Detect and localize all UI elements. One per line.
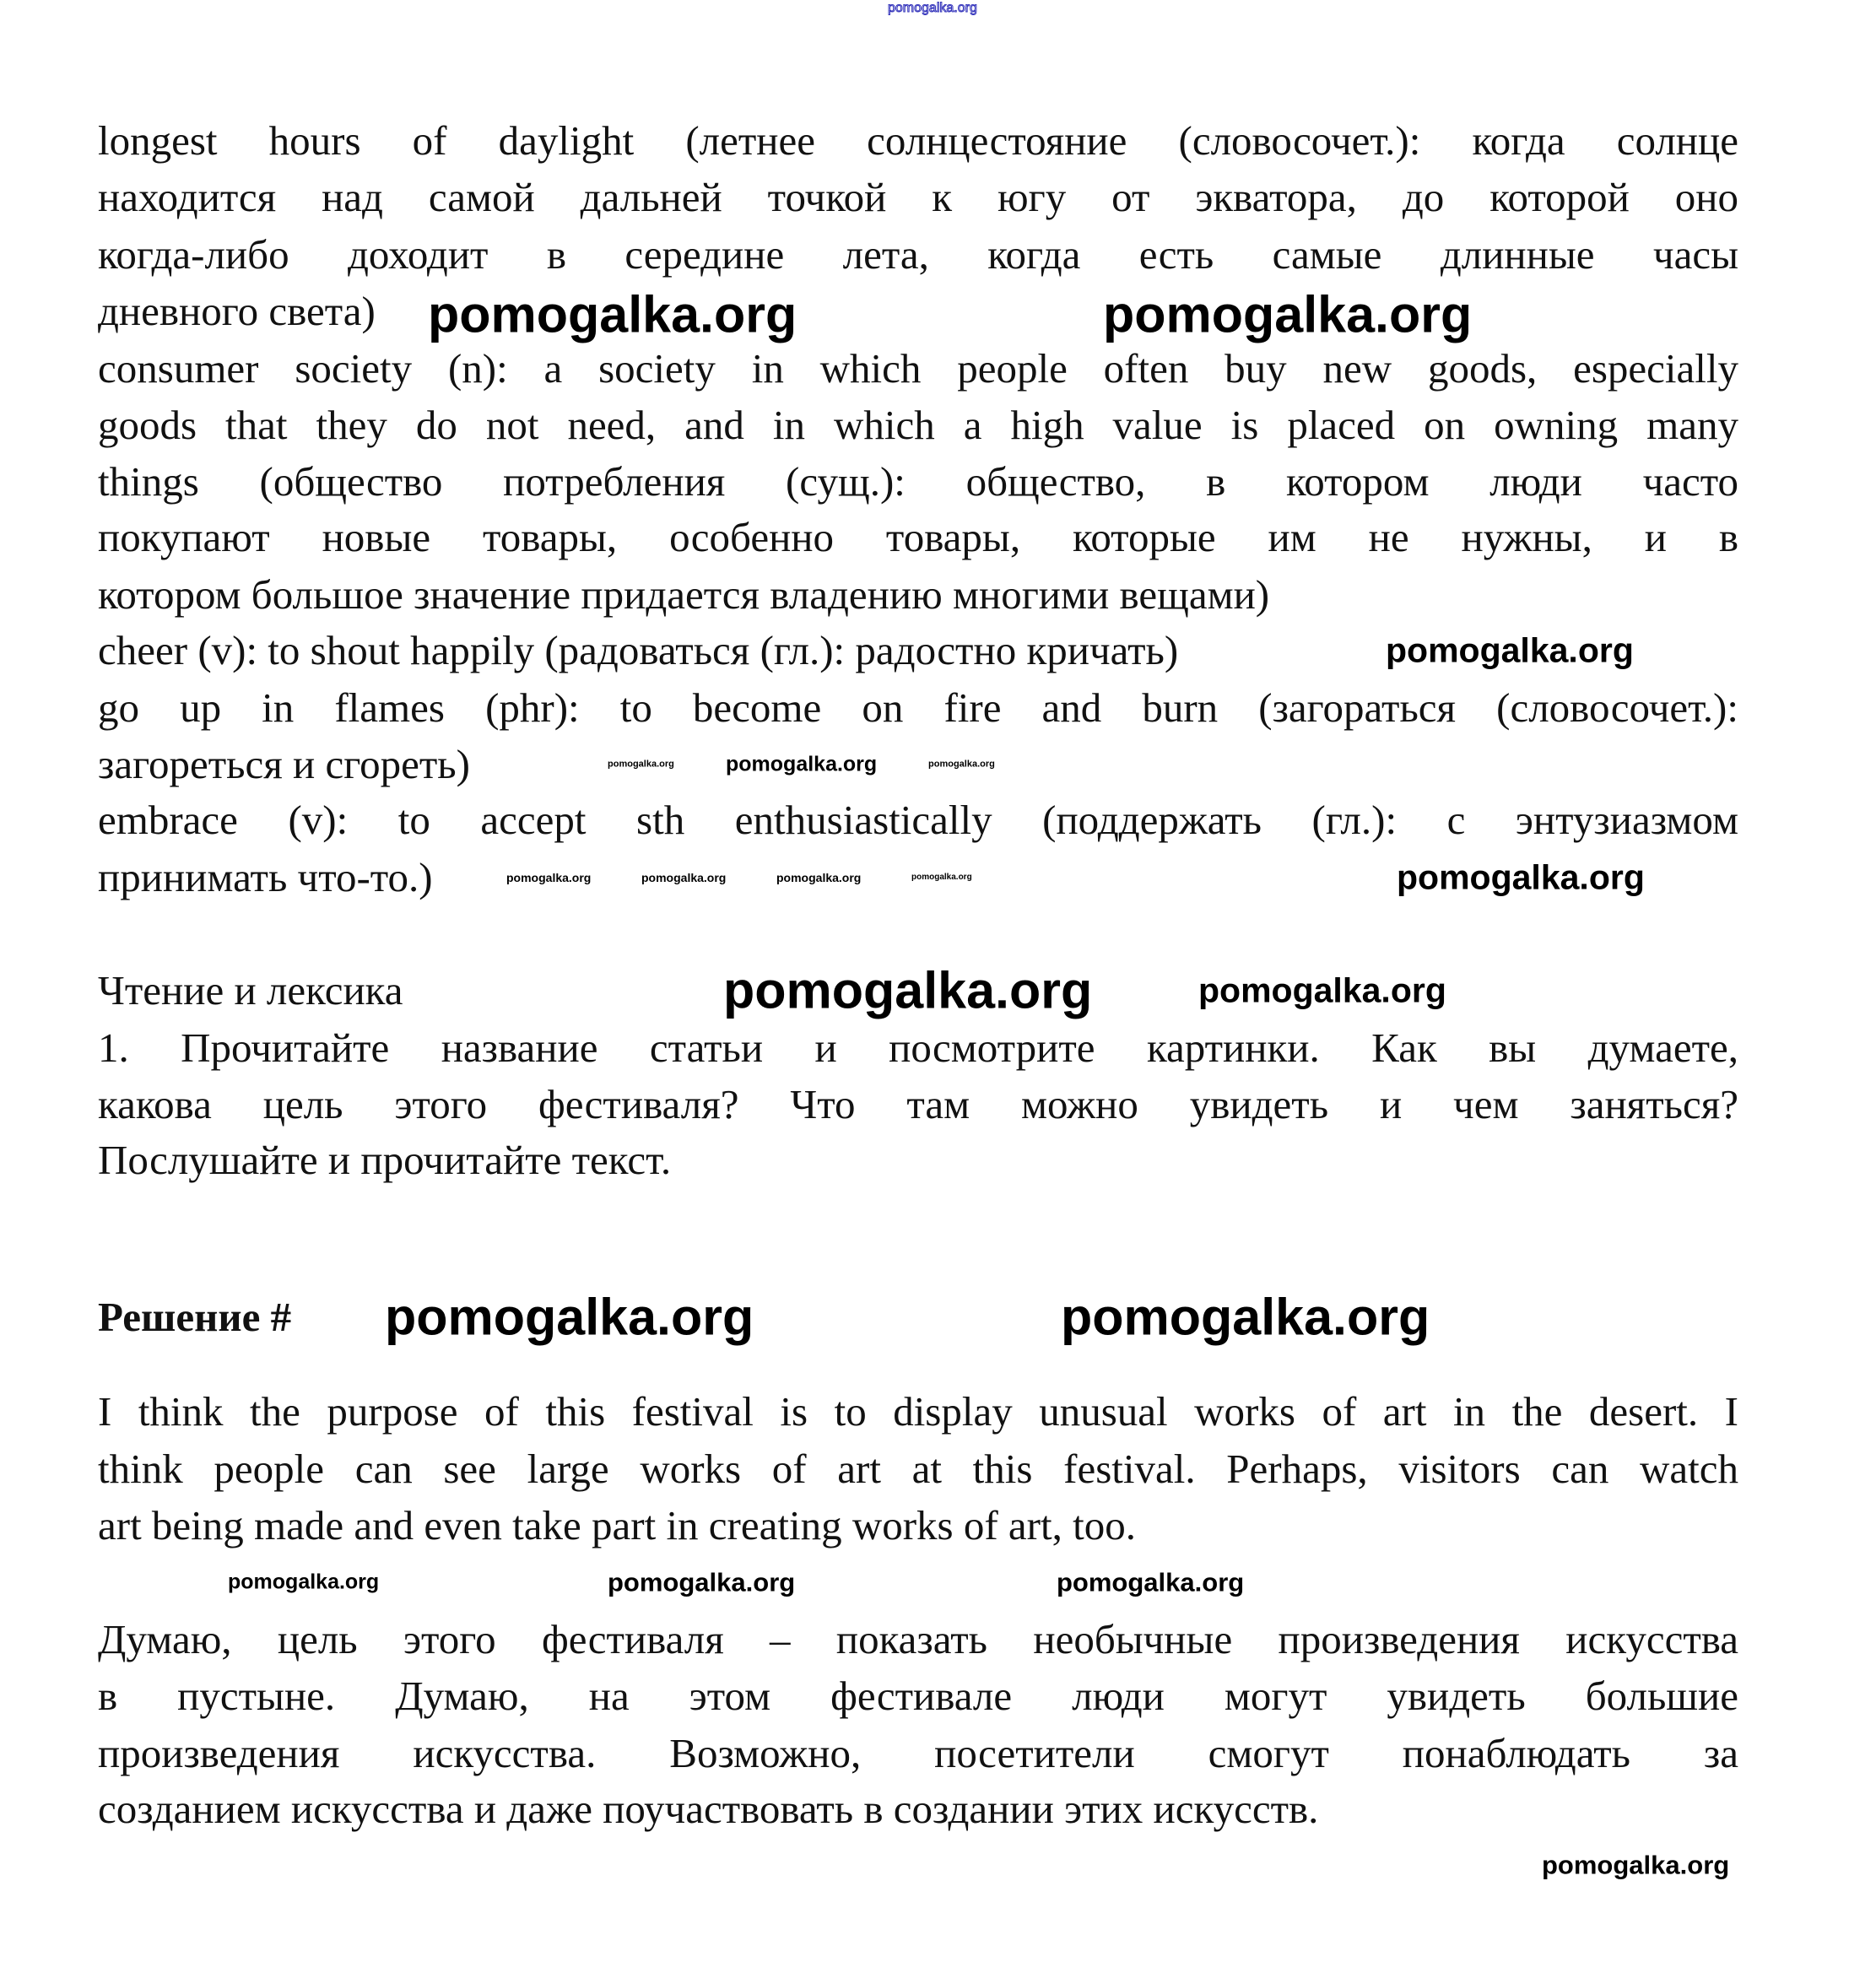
glossary-line: дневного света): [98, 288, 376, 334]
glossary-line: загореться и сгореть): [98, 741, 470, 787]
section-heading: Чтение и лексика: [98, 967, 403, 1013]
glossary-line: go up in flames (phr): to become on fire and burn (загораться (словосочет.):: [98, 684, 1738, 731]
watermark: pomogalka.org: [1198, 970, 1446, 1010]
watermark: pomogalka.org: [228, 1570, 380, 1594]
watermark: pomogalka.org: [506, 871, 592, 884]
watermark: pomogalka.org: [928, 759, 995, 770]
glossary-line: принимать что-то.): [98, 854, 433, 900]
glossary-line: consumer society (n): a society in which people often buy new goods, especially: [98, 345, 1738, 392]
glossary-line: longest hours of daylight (летнее солнцестояние (словосочет.): когда солнце: [98, 117, 1738, 164]
answer-en-line: art being made and even take part in creating works of art, too.: [98, 1502, 1136, 1549]
solution-heading: Решение #: [98, 1294, 292, 1340]
glossary-line: покупают новые товары, особенно товары, которые им не нужны, и в: [98, 514, 1738, 560]
glossary-line: находится над самой дальней точкой к югу от экватора, до которой оно: [98, 174, 1738, 220]
watermark: pomogalka.org: [911, 873, 972, 882]
task-line: Послушайте и прочитайте текст.: [98, 1137, 672, 1183]
glossary-line: goods that they do not need, and in which a high value is placed on owning many: [98, 402, 1738, 448]
watermark: pomogalka.org: [608, 759, 674, 770]
watermark: pomogalka.org: [776, 871, 862, 884]
glossary-line: embrace (v): to accept sth enthusiastically (поддержать (гл.): с энтузиазмом: [98, 797, 1738, 843]
watermark: pomogalka.org: [428, 285, 797, 343]
watermark: pomogalka.org: [723, 961, 1093, 1019]
watermark: pomogalka.org: [888, 1, 977, 15]
glossary-line: котором большое значение придается владению многими вещами): [98, 571, 1270, 618]
answer-ru-line: Думаю, цель этого фестиваля – показать необычные произведения искусства: [98, 1616, 1738, 1662]
glossary-line: когда-либо доходит в середине лета, когда есть самые длинные часы: [98, 231, 1738, 278]
watermark: pomogalka.org: [726, 752, 878, 776]
answer-ru-line: произведения искусства. Возможно, посетители смогут понаблюдать за: [98, 1730, 1738, 1776]
watermark: pomogalka.org: [608, 1567, 796, 1597]
task-line: 1. Прочитайте название статьи и посмотрите картинки. Как вы думаете,: [98, 1024, 1738, 1071]
watermark: pomogalka.org: [1386, 630, 1634, 670]
answer-en-line: think people can see large works of art at this festival. Perhaps, visitors can watch: [98, 1446, 1738, 1492]
watermark: pomogalka.org: [641, 871, 727, 884]
watermark: pomogalka.org: [385, 1288, 754, 1346]
glossary-line: things (общество потребления (сущ.): общество, в котором люди часто: [98, 458, 1738, 505]
answer-ru-line: в пустыне. Думаю, на этом фестивале люди могут увидеть большие: [98, 1673, 1738, 1719]
watermark: pomogalka.org: [1103, 285, 1473, 343]
watermark: pomogalka.org: [1397, 857, 1645, 897]
answer-ru-line: созданием искусства и даже поучаствовать в создании этих искусств.: [98, 1786, 1319, 1832]
watermark: pomogalka.org: [1061, 1288, 1430, 1346]
watermark: pomogalka.org: [1542, 1850, 1730, 1880]
task-line: какова цель этого фестиваля? Что там можно увидеть и чем заняться?: [98, 1081, 1738, 1127]
glossary-line: cheer (v): to shout happily (радоваться (гл.): радостно кричать): [98, 627, 1179, 673]
answer-en-line: I think the purpose of this festival is to display unusual works of art in the desert. I: [98, 1388, 1738, 1435]
watermark: pomogalka.org: [1057, 1567, 1245, 1597]
